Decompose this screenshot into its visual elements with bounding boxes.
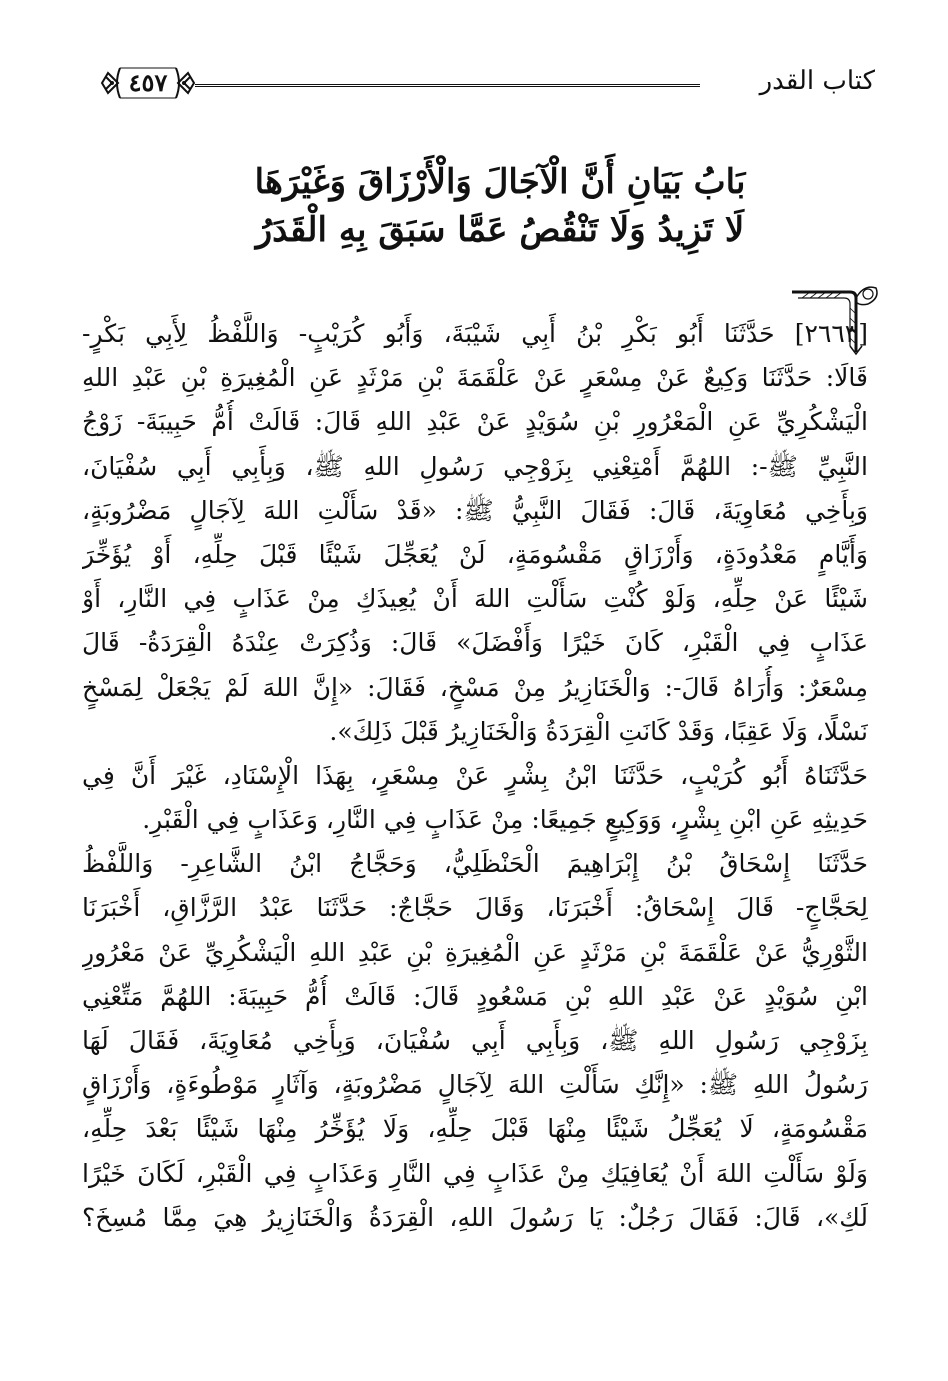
chapter-title-line-1: بَابُ بَيَانِ أَنَّ الْآجَالَ وَالْأَرْزَاقَ وَغَيْرَهَا: [254, 162, 746, 202]
text-line: [٢٦٦٣] حَدَّثَنَا أَبُو بَكْرِ بْنُ أَبِي شَيْبَةَ، وَأَبُو كُرَيْبٍ- وَاللَّفْظُ لِأَبِي بَكْرٍ-: [82, 319, 868, 348]
header-rule: [195, 84, 700, 87]
text-line: حَدَّثَنَا إِسْحَاقُ بْنُ إِبْرَاهِيمَ الْحَنْظَلِيُّ، وَحَجَّاجُ ابْنُ الشَّاعِرِ- وَاللَّفْظُ: [82, 849, 868, 879]
text-line: لِحَجَّاجٍ- قَالَ إِسْحَاقُ: أَخْبَرَنَا، وَقَالَ حَجَّاجٌ: حَدَّثَنَا عَبْدُ الرَّزَّاقِ، أَخْبَرَنَا: [82, 893, 868, 923]
text-line: عَذَابٍ فِي الْقَبْرِ، كَانَ خَيْرًا وَأَفْضَلَ» قَالَ: وَذُكِرَتْ عِنْدَهُ الْقِرَدَةُ- قَالَ: [82, 628, 868, 658]
running-header: [100, 62, 875, 108]
text-line: الثَّوْرِيُّ عَنْ عَلْقَمَةَ بْنِ مَرْثَدٍ عَنِ الْمُغِيرَةِ بْنِ عَبْدِ اللهِ الْيَشْكُرِيِّ عَنْ مَعْرُورِ: [82, 937, 868, 967]
text-line: لَكِ»، قَالَ: فَقَالَ رَجُلٌ: يَا رَسُولَ اللهِ، الْقِرَدَةُ وَالْخَنَازِيرُ هِيَ مِمَّا مُسِخَ؟: [82, 1202, 868, 1232]
page-number: ٤٥٧: [128, 68, 168, 97]
text-line: الْيَشْكُرِيِّ عَنِ الْمَعْرُورِ بْنِ سُوَيْدٍ عَنْ عَبْدِ اللهِ قَالَ: قَالَتْ أُمُّ حَبِيبَةَ- زَوْجُ: [82, 407, 868, 437]
text-line: حَدِيثِهِ عَنِ ابْنِ بِشْرٍ، وَوَكِيعٍ جَمِيعًا: مِنْ عَذَابٍ فِي النَّارِ، وَعَذَابٍ فِي الْقَبْرِ.: [142, 805, 868, 835]
text-line: النَّبِيِّ ﷺ-: اللهُمَّ أَمْتِعْنِي بِزَوْجِي رَسُولِ اللهِ ﷺ، وَبِأَبِي أَبِي سُفْيَانَ،: [82, 451, 868, 481]
text-line: وَبِأَخِي مُعَاوِيَةَ، قَالَ: فَقَالَ النَّبِيُّ ﷺ: «قَدْ سَأَلْتِ اللهَ لِآجَالٍ مَضْرُوبَةٍ،: [82, 495, 868, 525]
text-line: حَدَّثَنَاهُ أَبُو كُرَيْبٍ، حَدَّثَنَا ابْنُ بِشْرٍ عَنْ مِسْعَرٍ، بِهَذَا الْإِسْنَادِ، غَيْرَ أَنَّ فِي: [82, 760, 868, 790]
text-line: مِسْعَرٌ: وَأُرَاهُ قَالَ-: وَالْخَنَازِيرُ مِنْ مَسْخٍ، فَقَالَ: «إِنَّ اللهَ لَمْ يَجْعَلْ لِمَسْخٍ: [82, 672, 868, 702]
book-title: كتاب القدر: [759, 66, 875, 96]
text-line: وَأَيَّامٍ مَعْدُودَةٍ، وَأَرْزَاقٍ مَقْسُومَةٍ، لَنْ يُعَجِّلَ شَيْئًا قَبْلَ حِلِّهِ، أَوْ يُؤَخِّرَ: [82, 539, 868, 569]
page-number-frame: [100, 62, 196, 104]
text-line: قَالَا: حَدَّثَنَا وَكِيعٌ عَنْ مِسْعَرٍ عَنْ عَلْقَمَةَ بْنِ مَرْثَدٍ عَنِ الْمُغِيرَةِ بْنِ عَبْدِ اللهِ: [82, 363, 868, 393]
chapter-heading: [150, 158, 850, 254]
text-line: شَيْئًا عَنْ حِلِّهِ، وَلَوْ كُنْتِ سَأَلْتِ اللهَ أَنْ يُعِيذَكِ مِنْ عَذَابٍ فِي النَّارِ، أَوْ: [82, 584, 868, 614]
text-line: مَقْسُومَةٍ، لَا يُعَجِّلُ شَيْئًا مِنْهَا قَبْلَ حِلِّهِ، وَلَا يُؤَخِّرُ مِنْهَا شَيْئًا بَعْدَ حِلِّهِ،: [82, 1114, 868, 1144]
hadith-text: [82, 312, 868, 1240]
text-line: بِزَوْجِي رَسُولِ اللهِ ﷺ، وَبِأَبِي أَبِي سُفْيَانَ، وَبِأَخِي مُعَاوِيَةَ، فَقَالَ لَهَا: [82, 1026, 868, 1055]
chapter-title-line-2: لَا تَزِيدُ وَلَا تَنْقُصُ عَمَّا سَبَقَ بِهِ الْقَدَرُ: [255, 210, 745, 250]
text-line: وَلَوْ سَأَلْتِ اللهَ أَنْ يُعَافِيَكِ مِنْ عَذَابٍ فِي النَّارِ وَعَذَابٍ فِي الْقَبْرِ، لَكَانَ خَيْرًا: [82, 1158, 868, 1188]
text-line: ابْنِ سُوَيْدٍ عَنْ عَبْدِ اللهِ بْنِ مَسْعُودٍ قَالَ: قَالَتْ أُمُّ حَبِيبَةَ: اللهُمَّ مَتِّعْنِي: [82, 981, 868, 1011]
text-line: رَسُولُ اللهِ ﷺ: «إِنَّكِ سَأَلْتِ اللهَ لِآجَالٍ مَضْرُوبَةٍ، وَآثَارٍ مَوْطُوءَةٍ، وَأَرْزَاقٍ: [82, 1070, 868, 1100]
text-line: نَسْلًا، وَلَا عَقِبًا، وَقَدْ كَانَتِ الْقِرَدَةُ وَالْخَنَازِيرُ قَبْلَ ذَلِكَ».: [329, 716, 868, 746]
